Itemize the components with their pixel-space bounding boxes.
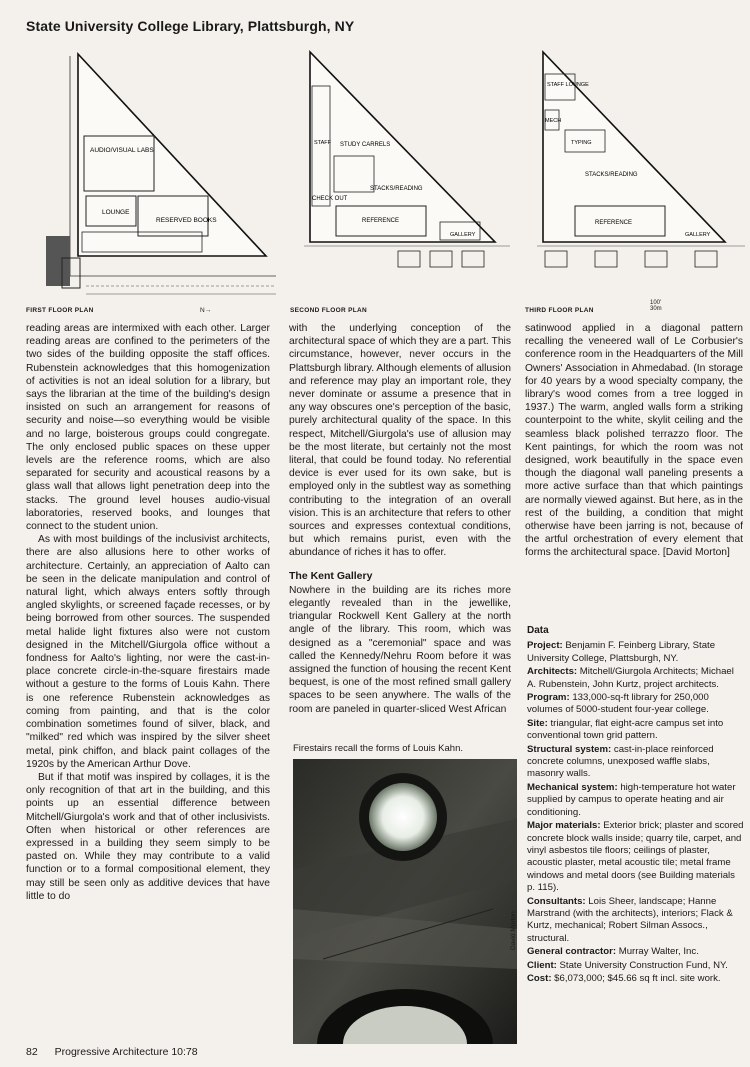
plan-room-label: STAFF [314, 140, 332, 146]
paragraph: Nowhere in the building are its riches more elegantly revealed than in the jewellike, triangular Rockwell Kent Gallery at the north angle of the library. This room, which was designed as a "ceremonial" space and was called the Kennedy/Nehru Room before it was assigned the function of housing the recent Kent bequest, is one of the most refined small gallery spaces to be seen anywhere. The walls of the room are paneled in quarter-sliced West African [289, 584, 511, 715]
data-item: Architects: Mitchell/Giurgola Architects; Michael A. Rubenstein, John Kurtz, project architects. [527, 666, 734, 690]
text-column-3 [525, 322, 743, 560]
data-item: Cost: $6,073,000; $45.66 sq ft incl. site work. [527, 972, 721, 984]
paragraph: But if that motif was inspired by collages, it is the only recognition of that art in the building, and this points up an essential difference between Mitchell/Giurgola's work and that of other inclusivists. Often when historical or other references are expressed in a building they seem simply to be pasted on. While they may contribute to a valid function or to a formal compositional element, they may still be seen only as additive devices that have little to do [26, 771, 270, 902]
data-item: General contractor: Murray Walter, Inc. [527, 946, 699, 958]
plan-room-label: STACKS/READING [585, 172, 638, 178]
first-floor-plan [26, 46, 281, 304]
data-item: Mechanical system: high-temperature hot water supplied by campus to operate heating and air conditioning. [527, 781, 736, 818]
data-item: Client: State University Construction Fund, NY. [527, 959, 728, 971]
data-item: Site: triangular, flat eight-acre campus set into conventional town grid pattern. [527, 717, 724, 742]
data-item: Consultants: Lois Sheer, landscape; Hanne Marstrand (with the architects), interiors; Flack & Kurtz, mechanical; Robert Silman Assocs., structural. [527, 895, 733, 944]
paragraph: As with most buildings of the inclusivist architects, there are also allusions here to other works of architecture. Certainly, an appreciation of Aalto can be seen in the delicate manipulation and control of natural light, which always enters softly through angled skylights, or screened façade recesses, or by being borrowed from other sources. The suspended metal halide light fixtures also were not custom designed in the Mitchell/Giurgola office without a fondness for Aalto's lighting, nor were the cast-in-place concrete circle-in-the-square firestairs made without a gesture to the forms of Louis Kahn. There is one reference Rubenstein acknowledges as coming from painting, and that is the color combination sometimes found of silver, black, and "milked" red which was inspired by the silver sheet metal, pink chiffon, and black paint collages of the 1920s by the American Arthur Dove. [26, 534, 270, 770]
plan-room-label: STUDY CARRELS [340, 142, 391, 148]
plan-room-label: TYPING [571, 140, 592, 146]
plan-label: SECOND FLOOR PLAN [290, 307, 367, 314]
plan-label: FIRST FLOOR PLAN [26, 307, 94, 314]
paragraph: reading areas are intermixed with each other. Larger reading areas are confined to the perimeters of the two sides of the building opposite the staff offices. Rubenstein acknowledges that this homogenization of activities is not an ideal solution for a library, but says the librarian at the time of the building's design insisted on such an arrangement for reasons of security and noise—so everything would be visible and no large, boisterous groups could congregate. The only enclosed public spaces on these upper levels are the reference rooms, which are also separated for security and acoustical reasons by a glass wall that allows light penetration deep into the stacks. The ground level houses audio-visual laboratories, reserved books, and lounges that connect to the student union. [26, 323, 270, 533]
data-heading: Data [527, 625, 549, 636]
section-heading: The Kent Gallery [289, 569, 373, 582]
plan-room-label: REFERENCE [595, 220, 633, 226]
page-title: State University College Library, Plattsburgh, NY [26, 18, 355, 34]
text-column-2 [289, 322, 511, 716]
north-arrow: N→ [200, 307, 212, 314]
data-item: Major materials: Exterior brick; plaster and scored concrete block walls inside; quarry tile, carpet, and vinyl asbestos tile floors; ceilings of plaster, acoustic plaster, metal acoustic tile; metal frame windows and metal doors (see Building materials p. 115). [527, 820, 744, 894]
second-floor-plan [290, 46, 515, 304]
plan-room-label: AUDIO/VISUAL LABS [90, 147, 154, 154]
plan-room-label: CHECK OUT [312, 196, 348, 202]
plan-room-label: GALLERY [685, 232, 711, 238]
scale-label: 100' 30m [650, 300, 662, 312]
plan-room-label: LOUNGE [102, 209, 130, 216]
photo-credit: David Morton [510, 911, 517, 950]
firestairs-photo [293, 759, 517, 1044]
paragraph: satinwood applied in a diagonal pattern recalling the veneered wall of Le Corbusier's conference room in the Headquarters of the Mill Owners' Association in Ahmedabad. (In storage for 40 years by a wood specialty company, the library's wood comes from a tree logged in 1937.) The warm, angled walls form a striking counterpoint to the white, skylit ceiling and the seamless black polished terrazzo floor. The Kent paintings, for which the room was not designed, work beautifully in the space even though the diagonal wall paneling presents a more active surface than that which paintings are normally viewed against. But here, as in the rest of the building, a condition that might otherwise have been jarring is not, because of the artful orchestration of every element that forms the architectural space. [David Morton] [525, 323, 743, 559]
plan-room-label: STACKS/READING [370, 186, 423, 192]
data-item: Project: Benjamin F. Feinberg Library, State University College, Plattsburgh, NY. [527, 640, 716, 664]
magazine-name: Progressive Architecture 10:78 [54, 1046, 198, 1058]
plan-room-label: STAFF LOUNGE [547, 82, 589, 88]
plan-room-label: REFERENCE [362, 218, 400, 224]
text-column-1 [26, 322, 270, 903]
photo-caption: Firestairs recall the forms of Louis Kahn. [293, 743, 464, 754]
third-floor-plan [525, 46, 750, 304]
data-item: Program: 133,000-sq-ft library for 250,000 volumes of 5000-student four-year college. [527, 692, 709, 716]
plan-room-label: RESERVED BOOKS [156, 217, 217, 224]
plan-label: THIRD FLOOR PLAN [525, 307, 594, 314]
plan-room-label: MECH [545, 118, 562, 124]
page-number: 82 [26, 1046, 38, 1058]
paragraph: with the underlying conception of the architectural space of which they are a part. This circumstance, however, never occurs in the Plattsburgh library. Although elements of allusion and reference may play an important role, they never dominate or assume a presence that in any way obscures one's perception of the basic, purely architectural quality of the space. In this respect, Mitchell/Giurgola's use of allusion may be the most literate, but certainly not the most literal, that could be found today. No referential device is ever used for its own sake, but is employed only in the subtlest way as something contributing to the integration of an overall vision. This is an architecture that refers to other sources and expresses contextual conditions, but which remains purist, even with the abundance of riches it has to offer. [289, 323, 511, 559]
project-data [527, 625, 745, 986]
data-item: Structural system: cast-in-place reinforced concrete columns, unexposed waffle slabs, masonry walls. [527, 743, 714, 780]
page-footer [26, 1046, 212, 1058]
plan-room-label: GALLERY [450, 232, 476, 238]
